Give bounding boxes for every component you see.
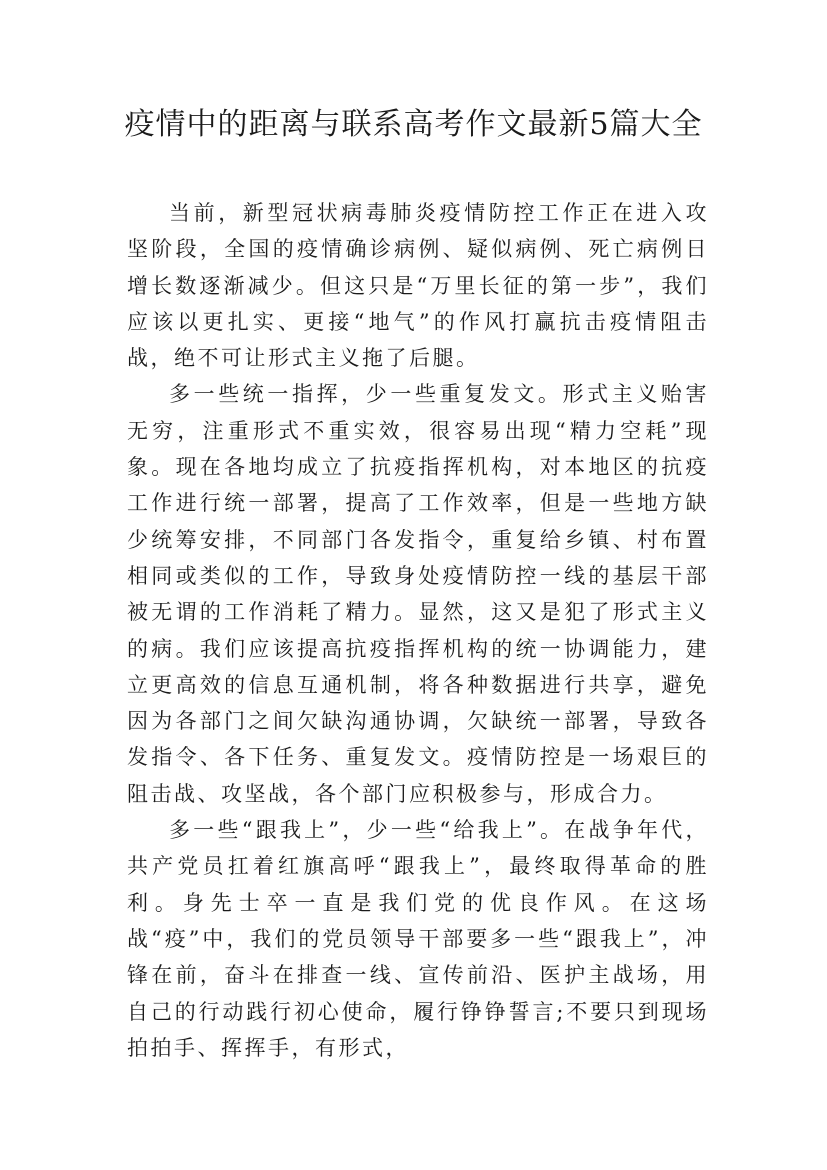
document-body [127, 195, 709, 1066]
paragraph-3: 多一些“跟我上”，少一些“给我上”。在战争年代，共产党员扛着红旗高呼“跟我上”，最终取得革命的胜利。身先士卒一直是我们党的优良作风。在这场战“疫”中，我们的党员领导干部要多一些“跟我上”，冲锋在前，奋斗在排查一线、宣传前沿、医护主战场，用自己的行动践行初心使命，履行铮铮誓言;不要只到现场拍拍手、挥挥手，有形式， [127, 818, 709, 1060]
document-title: 疫情中的距离与联系高考作文最新5篇大全 [124, 107, 703, 142]
paragraph-1: 当前，新型冠状病毒肺炎疫情防控工作正在进入攻坚阶段，全国的疫情确诊病例、疑似病例、死亡病例日增长数逐渐减少。但这只是“万里长征的第一步”，我们应该以更扎实、更接“地气”的作风打赢抗击疫情阻击战，绝不可让形式主义拖了后腿。 [127, 201, 709, 371]
paragraph-2: 多一些统一指挥，少一些重复发文。形式主义贻害无穷，注重形式不重实效，很容易出现“精力空耗”现象。现在各地均成立了抗疫指挥机构，对本地区的抗疫工作进行统一部署，提高了工作效率，但是一些地方缺少统筹安排，不同部门各发指令，重复给乡镇、村布置相同或类似的工作，导致身处疫情防控一线的基层干部被无谓的工作消耗了精力。显然，这又是犯了形式主义的病。我们应该提高抗疫指挥机构的统一协调能力，建立更高效的信息互通机制，将各种数据进行共享，避免因为各部门之间欠缺沟通协调，欠缺统一部署，导致各发指令、各下任务、重复发文。疫情防控是一场艰巨的阻击战、攻坚战，各个部门应积极参与，形成合力。 [127, 382, 709, 806]
